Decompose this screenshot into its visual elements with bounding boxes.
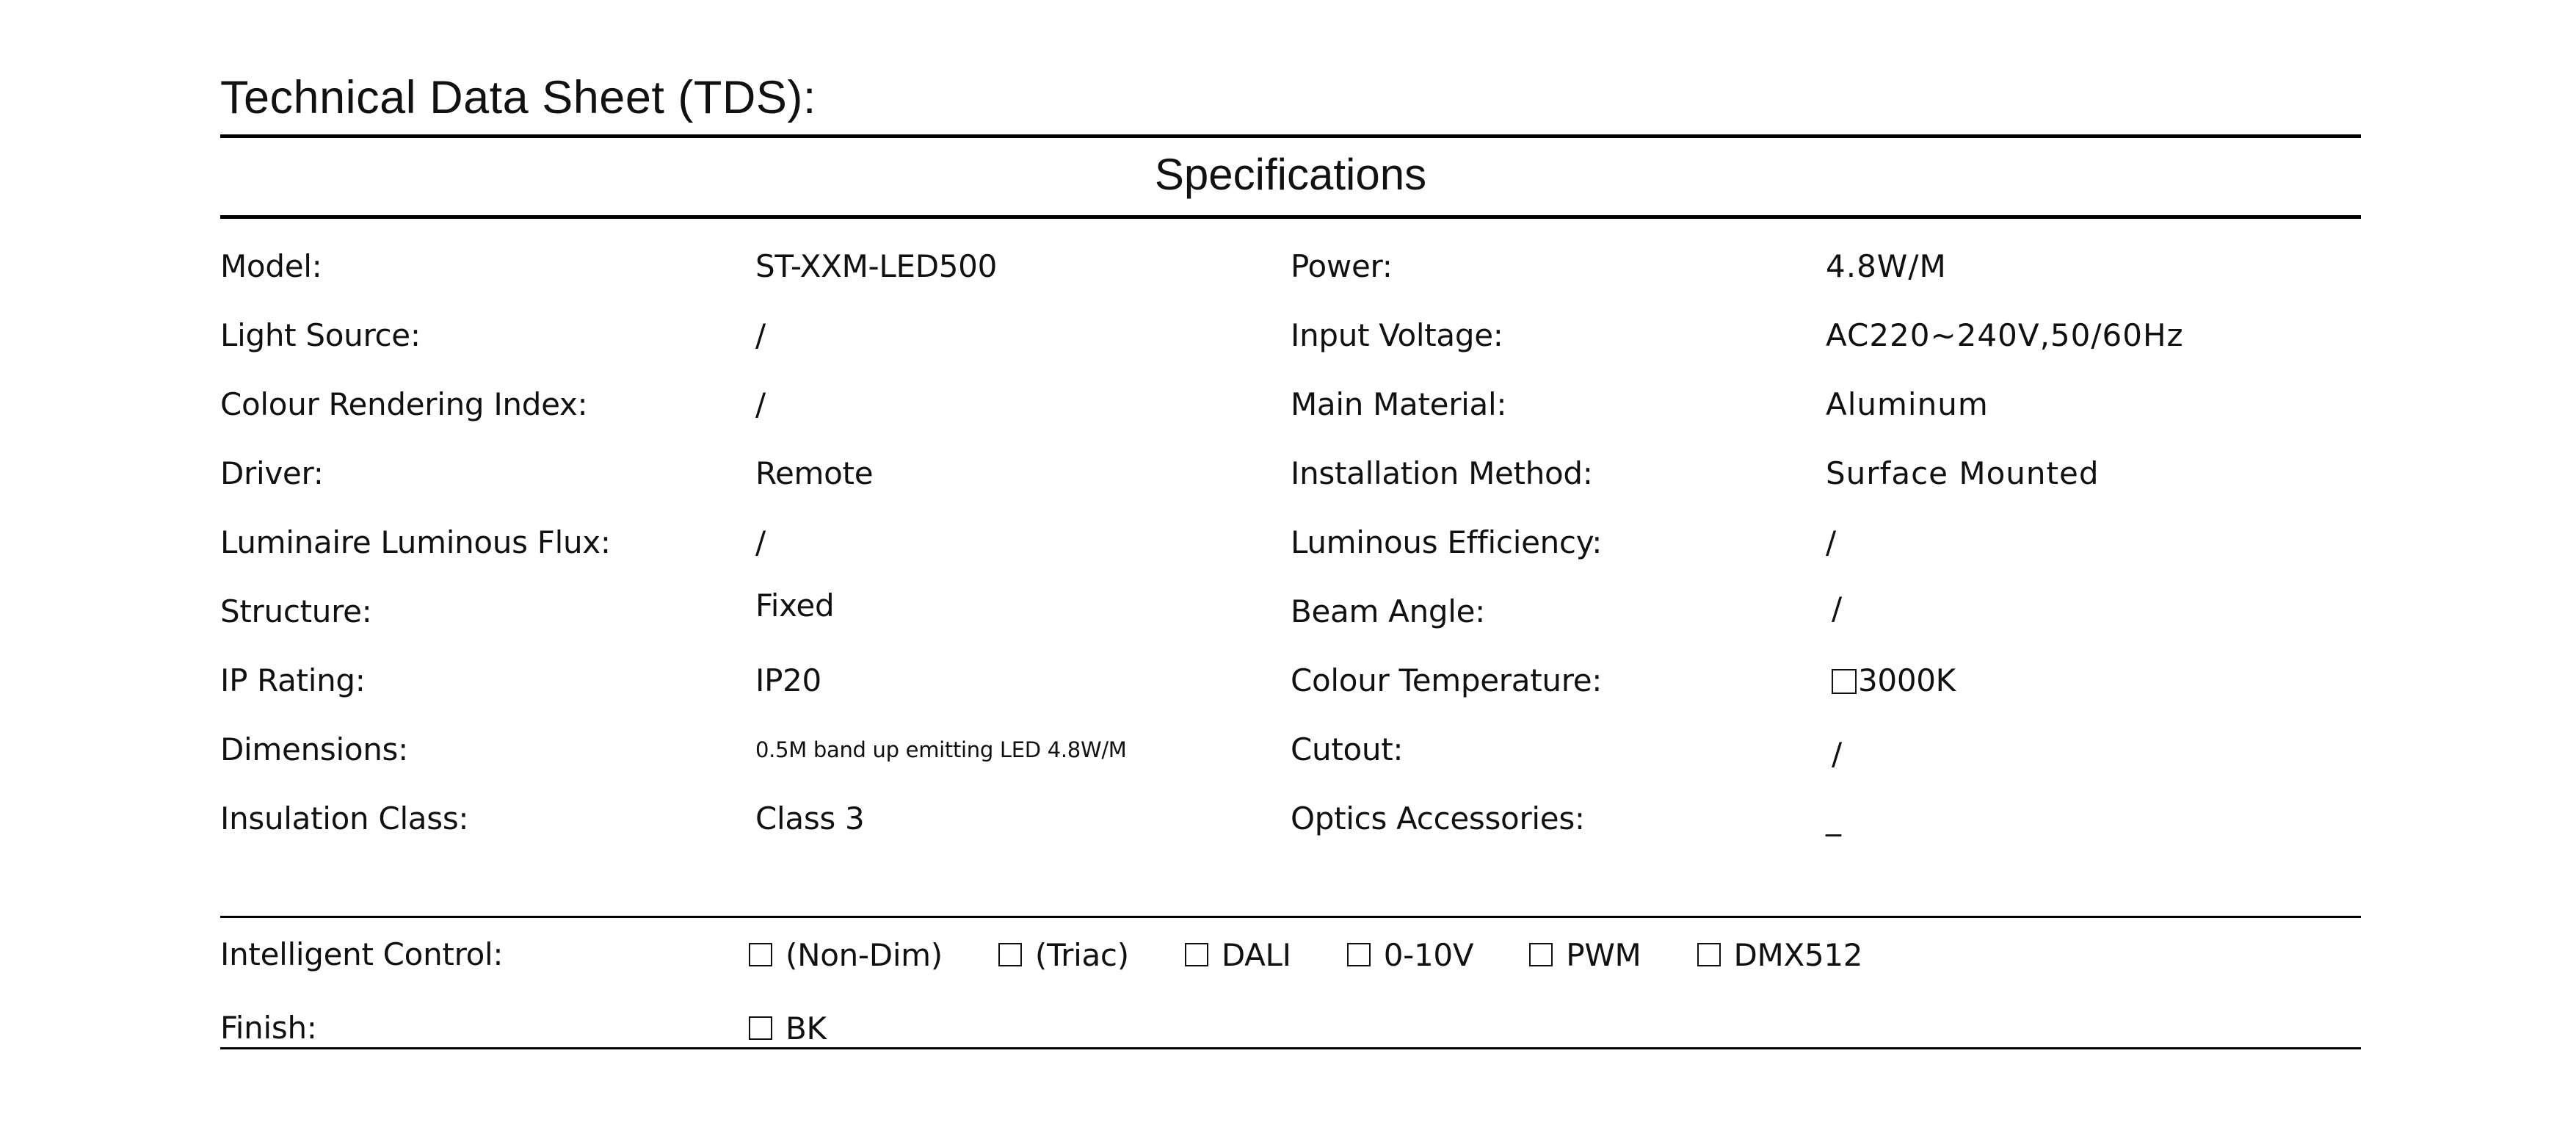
spec-row-structure [220,579,2361,648]
checkbox-icon[interactable] [1832,669,1857,694]
option-label: PWM [1566,936,1641,973]
spec-label: Model: [220,248,322,284]
spec-label: IP Rating: [220,662,366,698]
spec-value: / [755,317,766,353]
spec-row-cri [220,372,2361,441]
spec-value: Remote [755,455,874,491]
spec-value: 3000K [1858,662,1956,698]
document-title: Technical Data Sheet (TDS): [220,72,816,123]
spec-label: Luminaire Luminous Flux: [220,524,611,560]
checkbox-icon[interactable] [749,1016,772,1040]
spec-row-luminous-flux [220,510,2361,579]
spec-value: 4.8W/M [1826,248,1947,284]
spec-value: 0.5M band up emitting LED 4.8W/M [755,737,1127,762]
control-option-triac[interactable] [998,937,1129,973]
checkbox-icon[interactable] [998,943,1022,966]
spec-label: Driver: [220,455,324,491]
spec-label: Power: [1291,248,1393,284]
colour-temperature-option[interactable] [1826,648,1956,714]
spec-label: Cutout: [1291,731,1404,767]
spec-value: IP20 [755,662,821,698]
spec-label: Structure: [220,593,372,629]
control-option-non-dim[interactable] [749,937,943,973]
spec-value: _ [1826,800,1842,836]
control-option-dali[interactable] [1185,937,1291,973]
checkbox-icon[interactable] [749,943,772,966]
spec-value: / [1832,590,1843,626]
finish-options [749,991,827,1065]
spec-label: Light Source: [220,317,421,353]
spec-row-driver [220,441,2361,510]
finish-row [220,991,2361,1065]
spec-label: Colour Rendering Index: [220,386,588,422]
spec-label: Optics Accessories: [1291,800,1585,836]
option-label: (Triac) [1034,936,1129,973]
spec-value: Class 3 [755,800,865,836]
spec-row-insulation [220,786,2361,855]
option-label: DALI [1221,936,1291,973]
spec-row-dimensions [220,717,2361,786]
controls-bottom-divider [220,1047,2361,1049]
intelligent-control-row [220,918,2361,991]
checkbox-icon[interactable] [1347,943,1371,966]
checkbox-icon[interactable] [1697,943,1721,966]
option-label: (Non-Dim) [786,936,943,973]
option-label: DMX512 [1733,936,1863,973]
spec-label: Luminous Efficiency: [1291,524,1603,560]
spec-label: Beam Angle: [1291,593,1486,629]
spec-value: Aluminum [1826,386,1989,422]
spec-row-light-source [220,303,2361,372]
specifications-table [220,234,2361,855]
specifications-heading: Specifications [1154,150,1427,199]
spec-row-model [220,234,2361,303]
control-option-0-10v[interactable] [1347,937,1474,973]
control-option-dmx512[interactable] [1697,937,1863,973]
spec-value: Fixed [755,588,835,623]
heading-divider [220,215,2361,219]
spec-value: Surface Mounted [1826,455,2100,491]
option-label: 0-10V [1383,936,1474,973]
spec-value: / [1832,736,1843,772]
spec-value: / [755,524,766,560]
spec-value: / [755,386,766,422]
intelligent-control-label: Intelligent Control: [220,936,504,972]
finish-option-bk[interactable] [749,1010,827,1046]
spec-label: Colour Temperature: [1291,662,1603,698]
spec-value: AC220~240V,50/60Hz [1826,317,2184,353]
finish-label: Finish: [220,1010,317,1046]
checkbox-icon[interactable] [1529,943,1553,966]
spec-label: Dimensions: [220,731,408,767]
spec-value: / [1826,524,1837,560]
spec-label: Installation Method: [1291,455,1593,491]
checkbox-icon[interactable] [1185,943,1208,966]
control-option-pwm[interactable] [1529,937,1641,973]
option-label: BK [786,1010,827,1046]
spec-label: Main Material: [1291,386,1507,422]
spec-row-ip-rating [220,648,2361,717]
spec-label: Insulation Class: [220,800,469,836]
spec-value: ST-XXM-LED500 [755,248,998,284]
intelligent-control-options [749,918,1862,991]
title-divider [220,134,2361,138]
spec-label: Input Voltage: [1291,317,1503,353]
